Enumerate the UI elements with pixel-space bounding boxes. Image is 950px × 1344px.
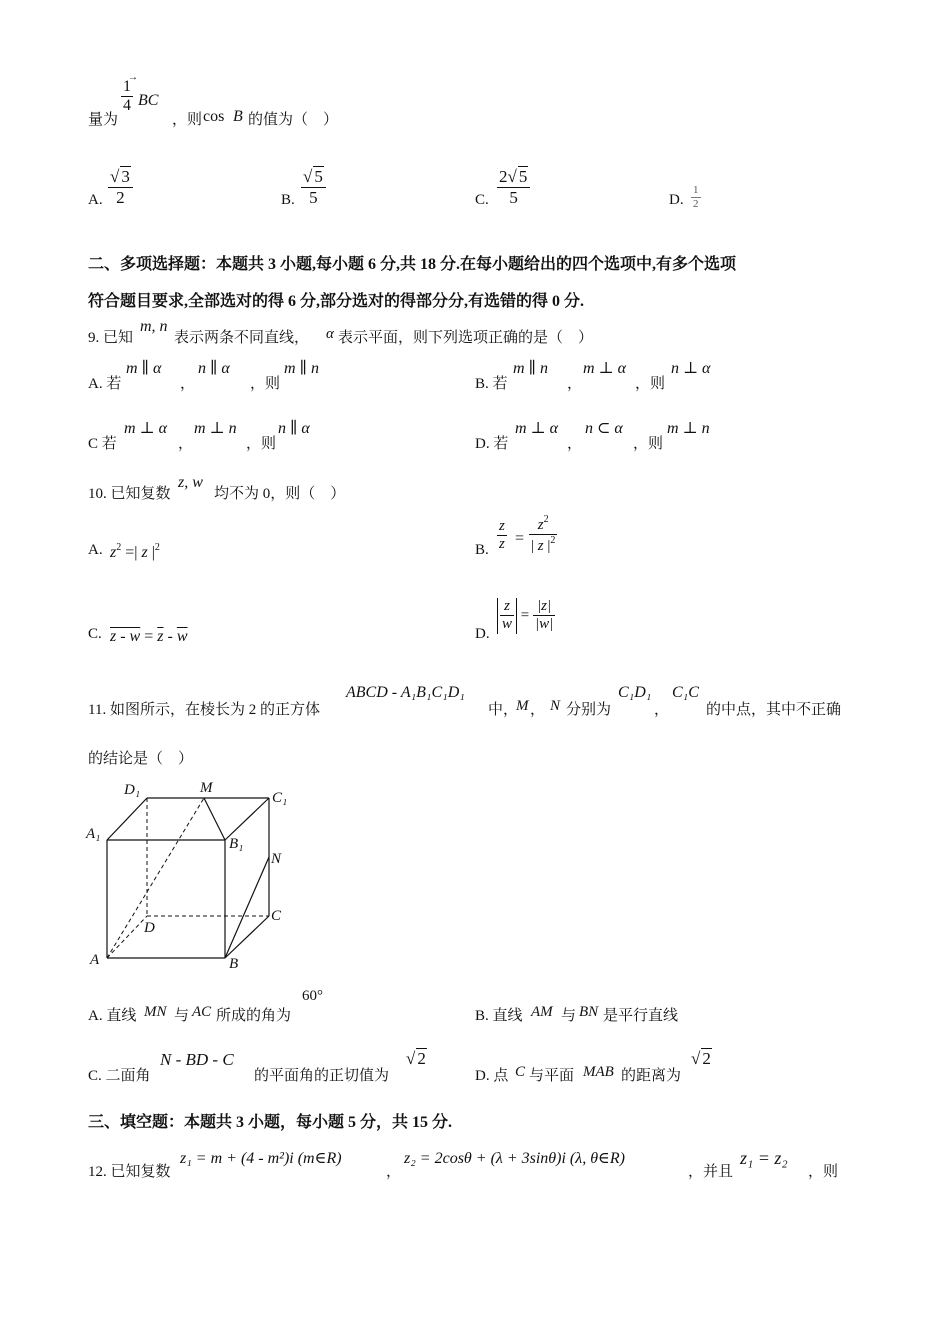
label-c1: C₁ xyxy=(272,790,288,806)
q9-stem: 9. 已知 m, n 表示两条不同直线， α 表示平面，则下列选项正确的是（ ） xyxy=(88,318,594,346)
q10-stem: 10. 已知复数 z, w 均不为 0，则（ ） xyxy=(88,474,346,502)
option-d-fraction: $\frac{1}{2}$ xyxy=(693,184,699,210)
q9-option-c[interactable]: C 若 m ⊥ α ， m ⊥ n ，则 n ∥ α xyxy=(88,420,310,452)
segment-m-b1 xyxy=(204,798,225,840)
q11-option-a[interactable]: A. 直线 MN 与 AC 所成的角为 60° xyxy=(88,988,323,1024)
q8-tail: 的值为（ ） xyxy=(248,112,339,128)
label-m: M xyxy=(200,780,213,796)
segment-b-n xyxy=(225,857,269,958)
q8-mid: ，则 xyxy=(172,112,203,128)
edge-b1-c1 xyxy=(225,798,269,840)
segment-a-m xyxy=(107,798,204,958)
label-d1: D₁ xyxy=(124,782,141,798)
q11-stem-line2: 的结论是（ ） xyxy=(88,751,194,767)
q10-a-formula: $z^2$ =| z $|^2$ xyxy=(110,542,160,561)
q11-option-b[interactable]: B. 直线 AM 与 BN 是平行直线 xyxy=(475,1004,679,1024)
q8-b: B xyxy=(233,108,243,125)
q10-option-d[interactable]: D. $\frac{z}{w}$ = $\frac{|z|}{|w|}$ xyxy=(475,598,554,642)
label-d: D xyxy=(144,920,155,936)
label-b: B xyxy=(229,956,239,972)
label-n: N xyxy=(271,851,282,867)
q10-d-formula: $\frac{z}{w}$ = $\frac{|z|}{|w|}$ xyxy=(497,598,555,634)
section3-heading: 三、填空题：本题共 3 小题，每小题 5 分，共 15 分. xyxy=(88,1114,453,1131)
label-a: A xyxy=(90,952,100,968)
q8-arrow-icon: → xyxy=(128,72,138,83)
q10-option-b[interactable]: B. $\frac{z}{z}$ = $\frac{z^2}{| z |^2}$ xyxy=(475,514,556,558)
edge-a-d xyxy=(107,916,147,958)
section2-heading-line1: 二、多项选择题：本题共 3 小题,每小题 6 分,共 18 分.在每小题给出的四个选项中,有多个选项 xyxy=(88,256,737,273)
q10-c-formula: $z - w = \overline{z} - \overline{w}$ xyxy=(110,628,188,645)
q11-stem: 11. 如图所示，在棱长为 2 的正方体 ABCD - A₁B₁C₁D₁ 中， M ， N 分别为 C₁D₁ ， C₁C 的中点，其中不正确 xyxy=(88,684,842,718)
q9-option-d[interactable]: D. 若 m ⊥ α ， n ⊂ α ，则 m ⊥ n xyxy=(475,420,710,452)
option-a-fraction: $\frac{√ 3}{2}$ xyxy=(108,166,133,207)
sqrt-icon: √ 2 xyxy=(406,1049,426,1068)
q9-option-a[interactable]: A. 若 m ∥ α ， n ∥ α ，则 m ∥ n xyxy=(88,360,319,392)
q11-option-d[interactable]: D. 点 C 与平面 MAB 的距离为 √ 2 xyxy=(475,1049,711,1084)
q8-fraction: $\frac{1}{4}$ xyxy=(123,78,131,115)
q12-stem: 12. 已知复数 z₁ = m + (4 - m²)i (m∈R) ， z₂ = 2cosθ + (λ + 3sinθ)i (λ, θ∈R) ，并且 z₁ = z₂ ，则 xyxy=(88,1148,839,1180)
q10-option-c[interactable]: C. $z - w = \overline{z} - \overline{w}$ xyxy=(88,626,188,645)
section2-heading-line2: 符合题目要求,全部选对的得 6 分,部分选对的得部分分,有选错的得 0 分. xyxy=(88,293,585,310)
q8-cos: cos xyxy=(203,108,225,125)
option-c-fraction: $\frac{2√ 5}{5}$ xyxy=(497,166,530,207)
q10-b-left-frac: $\frac{z}{z}$ xyxy=(499,518,505,553)
q9-option-b[interactable]: B. 若 m ∥ n ， m ⊥ α ，则 n ⊥ α xyxy=(475,360,711,392)
edge-a1-d1 xyxy=(107,798,147,840)
label-a1: A₁ xyxy=(86,826,101,842)
label-c: C xyxy=(271,908,282,924)
q10-b-right-frac: $\frac{z^2}{| z |^2}$ xyxy=(531,514,556,555)
label-b1: B₁ xyxy=(229,836,244,852)
q8-vector-bc: BC xyxy=(138,92,159,109)
sqrt-icon: √ 2 xyxy=(691,1049,711,1068)
q10-option-a[interactable]: A. $z^2$ =| z $|^2$ xyxy=(88,542,160,561)
edge-b-c xyxy=(225,916,269,958)
q8-lead: 量为 xyxy=(88,112,119,128)
q11-option-c[interactable]: C. 二面角 N - BD - C 的平面角的正切值为 √ 2 xyxy=(88,1049,426,1084)
cube-figure xyxy=(82,772,302,978)
option-b-fraction: $\frac{√ 5}{5}$ xyxy=(301,166,326,207)
